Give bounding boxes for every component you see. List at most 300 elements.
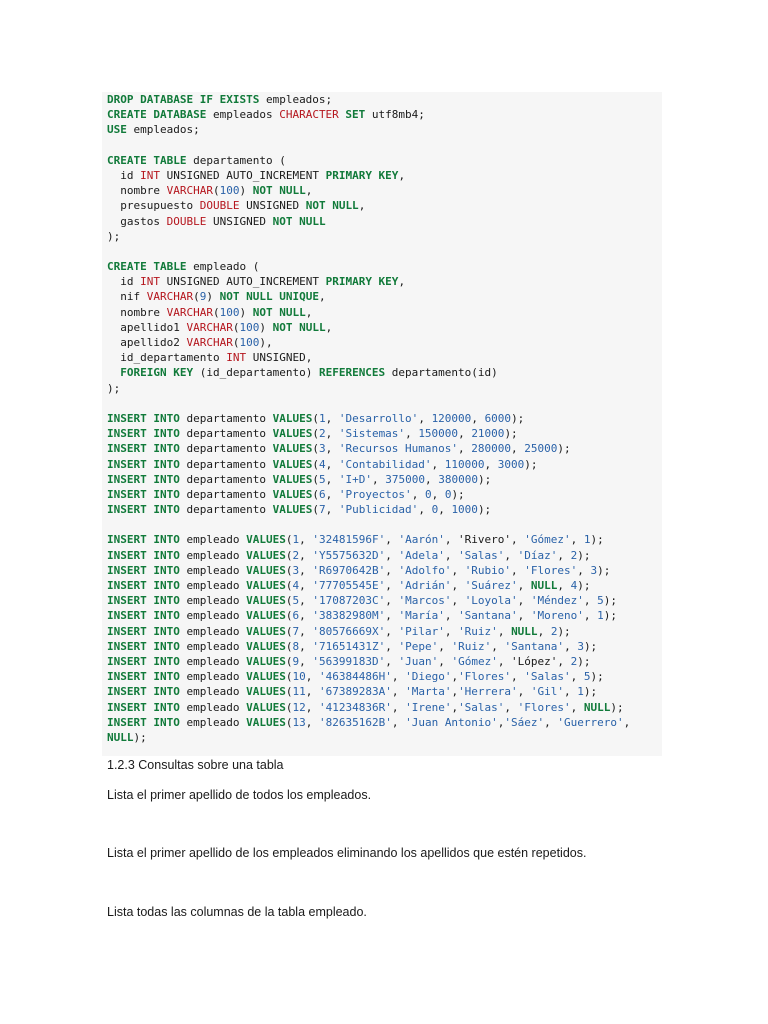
code-token: VARCHAR <box>146 290 194 304</box>
code-token: , <box>358 199 366 213</box>
code-token: INSERT INTO <box>107 685 180 699</box>
code-token: UNSIGNED <box>206 214 273 228</box>
code-token: , <box>305 184 313 198</box>
code-token: VALUES <box>246 579 286 592</box>
code-token: 6000 <box>484 411 512 425</box>
code-token: ( <box>312 411 319 425</box>
code-token: , <box>418 411 432 425</box>
code-token: 5 <box>583 670 591 684</box>
code-token: '46384486H' <box>318 670 392 684</box>
code-token: , <box>385 609 399 623</box>
code-token: NOT NULL <box>252 305 306 319</box>
code-token: empleado <box>179 548 247 562</box>
code-token: 2 <box>570 654 578 668</box>
code-token: apellido2 <box>107 336 187 349</box>
code-token: INSERT INTO <box>107 457 180 471</box>
code-token: 'Irene' <box>405 700 452 714</box>
code-token: DOUBLE <box>199 199 240 213</box>
code-token: INSERT INTO <box>107 609 180 623</box>
code-line <box>107 381 662 396</box>
code-token: departamento ( <box>186 153 286 167</box>
code-token: departamento <box>179 442 273 456</box>
code-line <box>107 138 662 153</box>
code-token: empleado <box>179 685 247 699</box>
code-token: ( <box>285 670 293 684</box>
code-token: ); <box>477 472 492 486</box>
code-token: id_departamento <box>107 351 227 365</box>
code-line <box>107 441 662 456</box>
code-token: 'Moreno' <box>530 609 584 623</box>
code-token: 4 <box>318 457 326 471</box>
code-token: INSERT INTO <box>107 624 180 638</box>
code-token: 'Rubio' <box>464 563 512 577</box>
code-token: INSERT INTO <box>107 533 180 547</box>
code-token: 'Recursos Humanos' <box>338 442 459 456</box>
code-token: VALUES <box>272 411 313 425</box>
code-token: 'Marta' <box>405 685 452 699</box>
code-token: 6 <box>318 487 326 501</box>
code-token: 100 <box>239 336 260 349</box>
code-token: ); <box>610 700 624 714</box>
code-token: , <box>517 685 531 699</box>
code-token: NOT NULL <box>305 199 359 213</box>
code-token: NOT NULL <box>272 214 326 228</box>
section-heading: 1.2.3 Consultas sobre una tabla <box>107 758 284 772</box>
code-token: , <box>371 472 386 486</box>
code-token: empleado <box>179 609 247 623</box>
code-token: empleado <box>179 533 247 547</box>
code-token: '80576669X' <box>312 624 386 638</box>
code-token: departamento <box>179 427 273 441</box>
code-token: , <box>391 685 406 699</box>
code-token: NOT NULL UNIQUE <box>219 290 319 304</box>
code-token: , <box>305 685 319 699</box>
code-line <box>107 244 662 259</box>
code-token: 6 <box>292 609 300 623</box>
code-line <box>107 320 662 335</box>
code-token: INSERT INTO <box>107 700 180 714</box>
code-token: 9 <box>292 654 300 668</box>
code-line <box>107 289 662 304</box>
code-token: , <box>583 609 598 623</box>
code-token: , <box>583 594 598 608</box>
code-token: ( <box>232 320 240 334</box>
code-line <box>107 153 662 168</box>
code-token: VALUES <box>246 639 286 653</box>
code-token: id <box>107 168 141 182</box>
code-token: departamento <box>179 472 273 486</box>
code-token: VALUES <box>246 685 286 699</box>
code-token: , <box>451 670 459 684</box>
code-token: , <box>564 639 578 653</box>
code-token: 3000 <box>497 457 525 471</box>
code-token: empleado <box>179 639 247 653</box>
code-token: ); <box>597 563 611 577</box>
code-token: 'Salas' <box>458 548 505 562</box>
code-token: 7 <box>318 503 326 517</box>
code-token: , <box>444 548 459 562</box>
code-token: , <box>438 639 452 653</box>
code-token: 5 <box>292 594 300 608</box>
code-token: , <box>504 548 518 562</box>
code-token: 1 <box>597 609 604 623</box>
code-token: PRIMARY KEY <box>325 275 399 289</box>
code-line <box>107 365 662 380</box>
code-token: 'Proyectos' <box>338 487 412 501</box>
code-token: , <box>424 472 439 486</box>
code-token: 10 <box>292 670 306 684</box>
code-token: , <box>471 411 485 425</box>
code-token: VALUES <box>246 700 286 714</box>
code-token: , <box>570 700 584 714</box>
code-token: 375000 <box>385 472 425 486</box>
code-token: '32481596F' <box>312 533 386 547</box>
code-token: INSERT INTO <box>107 639 180 653</box>
code-token: 110000 <box>444 457 485 471</box>
code-line <box>107 472 662 487</box>
code-token: ( <box>285 624 293 638</box>
code-token: 'I+D' <box>338 472 372 486</box>
code-token: 150000 <box>418 427 459 441</box>
code-token: presupuesto <box>107 199 200 213</box>
code-token: 'Adrián' <box>398 579 452 592</box>
code-token: 120000 <box>431 411 472 425</box>
code-token: VALUES <box>246 594 286 608</box>
code-token: 25000 <box>524 442 558 456</box>
code-token: VARCHAR <box>186 320 233 334</box>
sql-code-block <box>102 92 662 756</box>
code-token: 2 <box>292 548 300 562</box>
code-token: 'Contabilidad' <box>338 457 432 471</box>
code-token: , <box>411 487 425 501</box>
code-line <box>107 730 662 745</box>
code-token: SET <box>338 108 366 122</box>
code-token: , <box>385 563 399 577</box>
code-token: INSERT INTO <box>107 487 180 501</box>
code-token: INSERT INTO <box>107 503 180 517</box>
code-token: 'Ruiz' <box>451 639 492 653</box>
code-token: '77705545E' <box>312 579 386 592</box>
code-token: 1 <box>292 533 300 547</box>
code-token: '41234836R' <box>318 700 392 714</box>
code-token: VALUES <box>246 624 286 638</box>
code-token: ); <box>107 229 121 243</box>
code-token: 5 <box>318 472 326 486</box>
code-token: ) <box>259 320 273 334</box>
code-token: ); <box>577 579 591 592</box>
code-token: 'Juan' <box>398 654 439 668</box>
code-token: , <box>305 670 319 684</box>
code-token: 'Flores' <box>458 670 512 684</box>
code-token: empleado <box>179 715 247 729</box>
code-token: VALUES <box>272 427 313 441</box>
code-token: 100 <box>219 184 240 198</box>
code-token: NOT NULL <box>252 184 306 198</box>
code-token: , <box>497 624 512 638</box>
code-token: , <box>299 563 313 577</box>
code-token: VALUES <box>272 472 313 486</box>
code-token: INSERT INTO <box>107 442 180 456</box>
code-token: , <box>318 290 326 304</box>
code-line <box>107 532 662 547</box>
code-token: ); <box>477 503 492 517</box>
code-token: 'Gómez' <box>524 533 571 547</box>
code-token: VALUES <box>246 670 286 684</box>
code-token: 1 <box>583 533 591 547</box>
code-token: PRIMARY KEY <box>325 168 399 182</box>
code-token: FOREIGN KEY <box>120 366 194 380</box>
code-token: empleado <box>179 700 247 714</box>
code-token: empleado <box>179 579 247 592</box>
code-token: INSERT INTO <box>107 670 180 684</box>
code-token: 4 <box>570 579 578 592</box>
code-token: 13 <box>292 715 306 729</box>
code-token: 'Y5575632D' <box>312 548 386 562</box>
code-token: ); <box>504 427 518 441</box>
code-token: 'Flores' <box>524 563 578 577</box>
code-token: 'Flores' <box>517 700 571 714</box>
code-token: NULL <box>583 700 611 714</box>
code-token: '71651431Z' <box>312 639 386 653</box>
code-token: departamento <box>179 503 273 517</box>
code-token: ( <box>285 609 293 623</box>
code-token: ); <box>577 654 591 668</box>
code-token: 3 <box>292 563 300 577</box>
code-token: VALUES <box>246 715 286 729</box>
code-token: , <box>431 487 445 501</box>
code-token: , <box>385 654 399 668</box>
code-token: , <box>299 579 313 592</box>
code-token: , <box>623 715 631 729</box>
code-token: nif <box>107 290 147 304</box>
code-token: empleados; <box>126 123 200 137</box>
code-token: 'Salas' <box>524 670 571 684</box>
code-token: CREATE DATABASE <box>107 108 207 122</box>
code-token: CREATE TABLE <box>107 260 187 274</box>
code-token: '38382980M' <box>312 609 386 623</box>
code-token: (id_departamento) <box>193 366 319 380</box>
code-token: 'Guerrero' <box>557 715 624 729</box>
code-token: , <box>511 442 525 456</box>
code-token: 2 <box>550 624 558 638</box>
code-token: ( <box>285 533 293 547</box>
code-token: INSERT INTO <box>107 411 180 425</box>
code-line <box>107 593 662 608</box>
code-token: , <box>444 609 459 623</box>
code-token: 3 <box>318 442 326 456</box>
code-token: , <box>325 503 339 517</box>
code-token: UNSIGNED, <box>246 351 313 365</box>
code-token: , <box>325 487 339 501</box>
code-token: 'Sáez' <box>504 715 545 729</box>
code-token: ( <box>285 563 293 577</box>
code-token: 12 <box>292 700 306 714</box>
code-token: ( <box>212 305 220 319</box>
code-token: 'Ruiz' <box>458 624 498 638</box>
code-token: INT <box>140 168 160 182</box>
code-token: ); <box>133 730 147 744</box>
code-token: 'Herrera' <box>458 685 518 699</box>
code-token: 100 <box>219 305 240 319</box>
code-token: 5 <box>597 594 604 608</box>
code-token: empleados; <box>259 93 333 106</box>
code-token: 380000 <box>438 472 478 486</box>
code-token: 'Gil' <box>530 685 565 699</box>
code-token: , <box>325 411 339 425</box>
code-token: , <box>385 548 399 562</box>
code-token: CREATE TABLE <box>107 153 187 167</box>
code-token: 0 <box>444 487 452 501</box>
code-token: , <box>511 670 525 684</box>
code-token: ( <box>312 503 319 517</box>
code-token: empleado <box>179 670 247 684</box>
code-line <box>107 563 662 578</box>
code-token: VALUES <box>272 503 313 517</box>
code-token: , <box>299 533 313 547</box>
code-token: , <box>438 654 452 668</box>
code-token: 'Santana' <box>458 609 518 623</box>
code-token: 11 <box>292 685 306 699</box>
code-token: 'Marcos' <box>398 594 452 608</box>
code-token: , <box>570 533 584 547</box>
code-token: departamento <box>179 457 273 471</box>
code-line <box>107 715 662 730</box>
code-token: ); <box>603 594 618 608</box>
code-line <box>107 502 662 517</box>
code-token: ); <box>577 548 591 562</box>
code-token: , <box>325 320 333 334</box>
code-token: , <box>299 654 313 668</box>
code-token: , <box>431 457 445 471</box>
code-line <box>107 259 662 274</box>
code-token: DROP DATABASE IF EXISTS <box>107 93 260 106</box>
code-token: VARCHAR <box>166 305 213 319</box>
code-token: empleado <box>179 594 247 608</box>
code-token: , <box>504 700 518 714</box>
code-token: 'Santana' <box>504 639 565 653</box>
code-line <box>107 608 662 623</box>
code-token: ); <box>603 609 618 623</box>
code-token: 1000 <box>451 503 478 517</box>
code-token: 'Adolfo' <box>398 563 452 577</box>
code-token: , <box>570 670 584 684</box>
code-token: '82635162B' <box>318 715 392 729</box>
code-token: INSERT INTO <box>107 563 180 577</box>
code-line <box>107 198 662 213</box>
code-token: ( <box>312 427 319 441</box>
code-token: 1 <box>318 411 326 425</box>
code-token: 3 <box>577 639 584 653</box>
code-token: NULL <box>511 624 538 638</box>
code-token: ( <box>285 700 293 714</box>
code-token: , <box>385 533 399 547</box>
code-token: 'Aarón' <box>398 533 445 547</box>
code-token: , 'López', <box>497 654 571 668</box>
code-token: , <box>385 594 399 608</box>
code-token: '56399183D' <box>312 654 386 668</box>
code-token: , <box>564 685 578 699</box>
code-token: INSERT INTO <box>107 548 180 562</box>
code-token: UNSIGNED AUTO_INCREMENT <box>160 168 326 182</box>
code-token: departamento <box>179 411 273 425</box>
code-token: 21000 <box>471 427 505 441</box>
code-token: INSERT INTO <box>107 427 180 441</box>
code-token: 4 <box>292 579 300 592</box>
code-token: , <box>299 609 313 623</box>
code-token: 'Suárez' <box>464 579 518 592</box>
code-token: INSERT INTO <box>107 594 180 608</box>
code-token: 0 <box>424 487 432 501</box>
code-token: , <box>444 624 459 638</box>
code-token: USE <box>107 123 127 137</box>
code-token: UNSIGNED AUTO_INCREMENT <box>160 275 326 289</box>
code-token: empleado <box>179 624 247 638</box>
code-token: gastos <box>107 214 167 228</box>
code-token: 'Salas' <box>458 700 505 714</box>
code-token: utf8mb4; <box>365 108 425 122</box>
code-line <box>107 669 662 684</box>
code-token: 'Juan Antonio' <box>405 715 498 729</box>
code-line <box>107 229 662 244</box>
code-token: VALUES <box>246 533 286 547</box>
code-token: INSERT INTO <box>107 579 180 592</box>
code-token: 9 <box>199 290 207 304</box>
code-token: 'Diego' <box>405 670 452 684</box>
code-token: ( <box>285 639 293 653</box>
code-token: , <box>577 563 591 577</box>
code-token: ); <box>511 411 525 425</box>
code-token: , <box>325 457 339 471</box>
code-line <box>107 457 662 472</box>
code-token: ); <box>590 533 604 547</box>
code-token: , <box>451 563 465 577</box>
code-token: UNSIGNED <box>239 199 306 213</box>
code-token: , <box>438 503 452 517</box>
code-token: ); <box>583 639 598 653</box>
code-token: , <box>385 579 399 592</box>
code-token: 'María' <box>398 609 445 623</box>
code-line <box>107 183 662 198</box>
code-token: empleado <box>179 563 247 577</box>
exercise-3: Lista todas las columnas de la tabla empleado. <box>107 905 367 919</box>
code-token <box>107 366 120 379</box>
code-token: , <box>299 639 313 653</box>
code-token: , <box>385 639 399 653</box>
code-token: , <box>544 715 558 729</box>
code-line <box>107 335 662 350</box>
code-token: empleado ( <box>186 260 260 274</box>
code-token: nombre <box>107 184 167 198</box>
code-token: , <box>458 427 472 441</box>
code-line <box>107 214 662 229</box>
code-token: ( <box>193 290 200 304</box>
code-token: VARCHAR <box>186 336 233 349</box>
code-token: 7 <box>292 624 300 638</box>
code-token: INT <box>140 275 160 289</box>
code-line <box>107 107 662 122</box>
code-token: , <box>391 715 406 729</box>
code-token: ); <box>451 487 465 501</box>
code-line <box>107 274 662 289</box>
code-token: , <box>537 624 551 638</box>
code-token: ( <box>285 579 293 592</box>
code-token: , <box>405 427 419 441</box>
code-token: 'Publicidad' <box>338 503 419 517</box>
code-token: VARCHAR <box>166 184 213 198</box>
code-token: 'Pepe' <box>398 639 439 653</box>
code-token: INSERT INTO <box>107 715 180 729</box>
code-line <box>107 578 662 593</box>
